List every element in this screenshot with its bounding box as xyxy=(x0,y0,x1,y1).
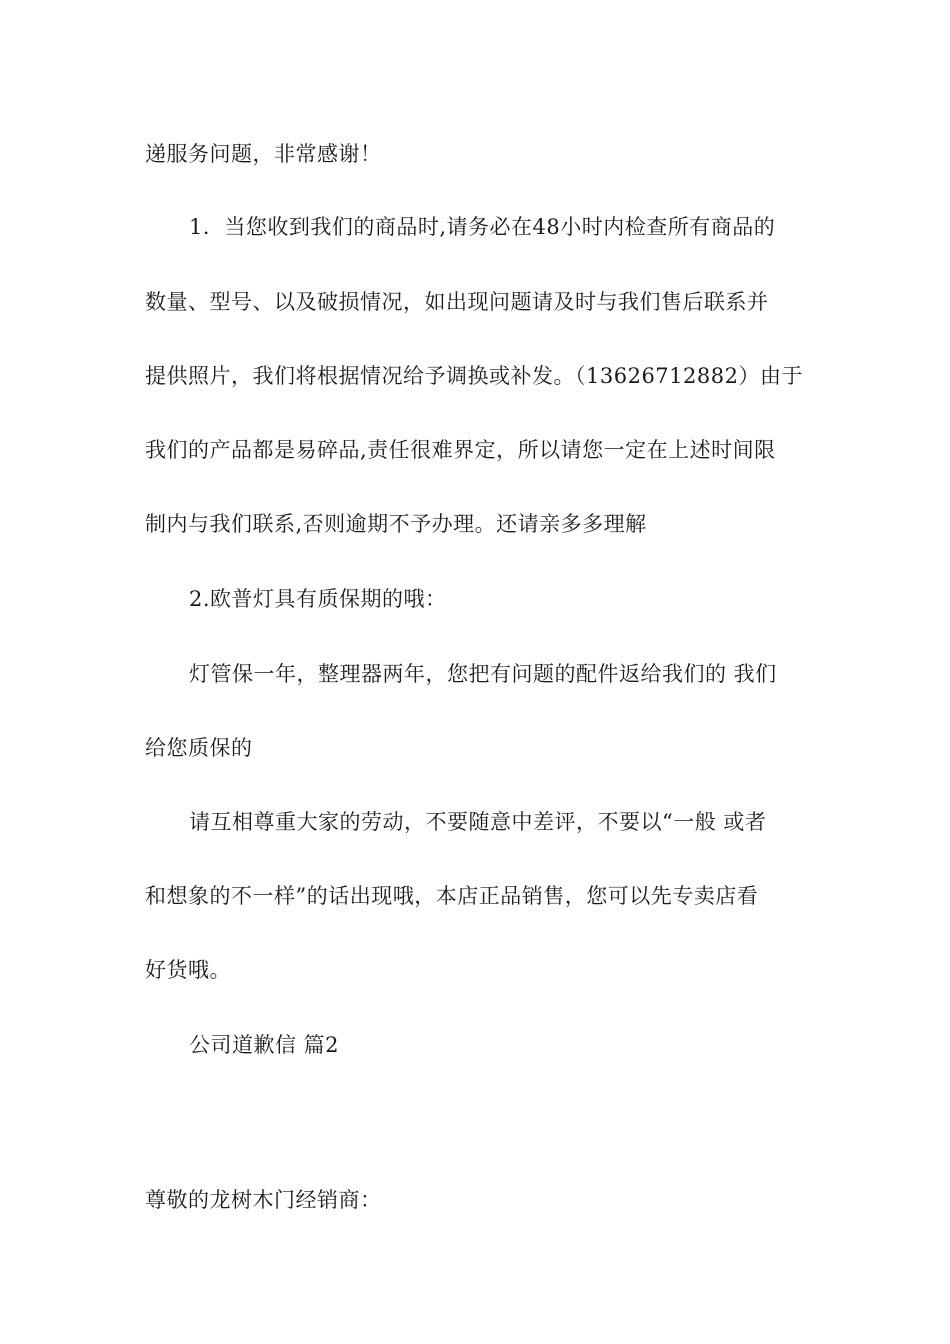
paragraph-line: 提供照片，我们将根据情况给予调换或补发。（13626712882）由于 xyxy=(145,364,803,388)
paragraph-line: 好货哦。 xyxy=(145,958,231,982)
salutation: 尊敬的龙树木门经销商： xyxy=(145,1188,382,1212)
paragraph-line: 请互相尊重大家的劳动，不要随意中差评，不要以“一般 或者 xyxy=(189,810,767,834)
paragraph-line: 我们的产品都是易碎品,责任很难界定，所以请您一定在上述时间限 xyxy=(145,438,776,462)
paragraph-line: 给您质保的 xyxy=(145,736,253,760)
paragraph-line: 1．当您收到我们的商品时,请务必在48小时内检查所有商品的 xyxy=(189,215,776,239)
paragraph-line: 递服务问题，非常感谢！ xyxy=(145,142,382,166)
section-heading: 公司道歉信 篇2 xyxy=(189,1033,340,1057)
paragraph-line: 2.欧普灯具有质保期的哦： xyxy=(189,587,447,611)
paragraph-line: 制内与我们联系,否则逾期不予办理。还请亲多多理解 xyxy=(145,512,647,536)
paragraph-line: 灯管保一年，整理器两年，您把有问题的配件返给我们的 我们 xyxy=(189,662,777,686)
paragraph-line: 和想象的不一样”的话出现哦，本店正品销售，您可以先专卖店看 xyxy=(145,884,759,908)
paragraph-line: 数量、型号、以及破损情况，如出现问题请及时与我们售后联系并 xyxy=(145,290,769,314)
